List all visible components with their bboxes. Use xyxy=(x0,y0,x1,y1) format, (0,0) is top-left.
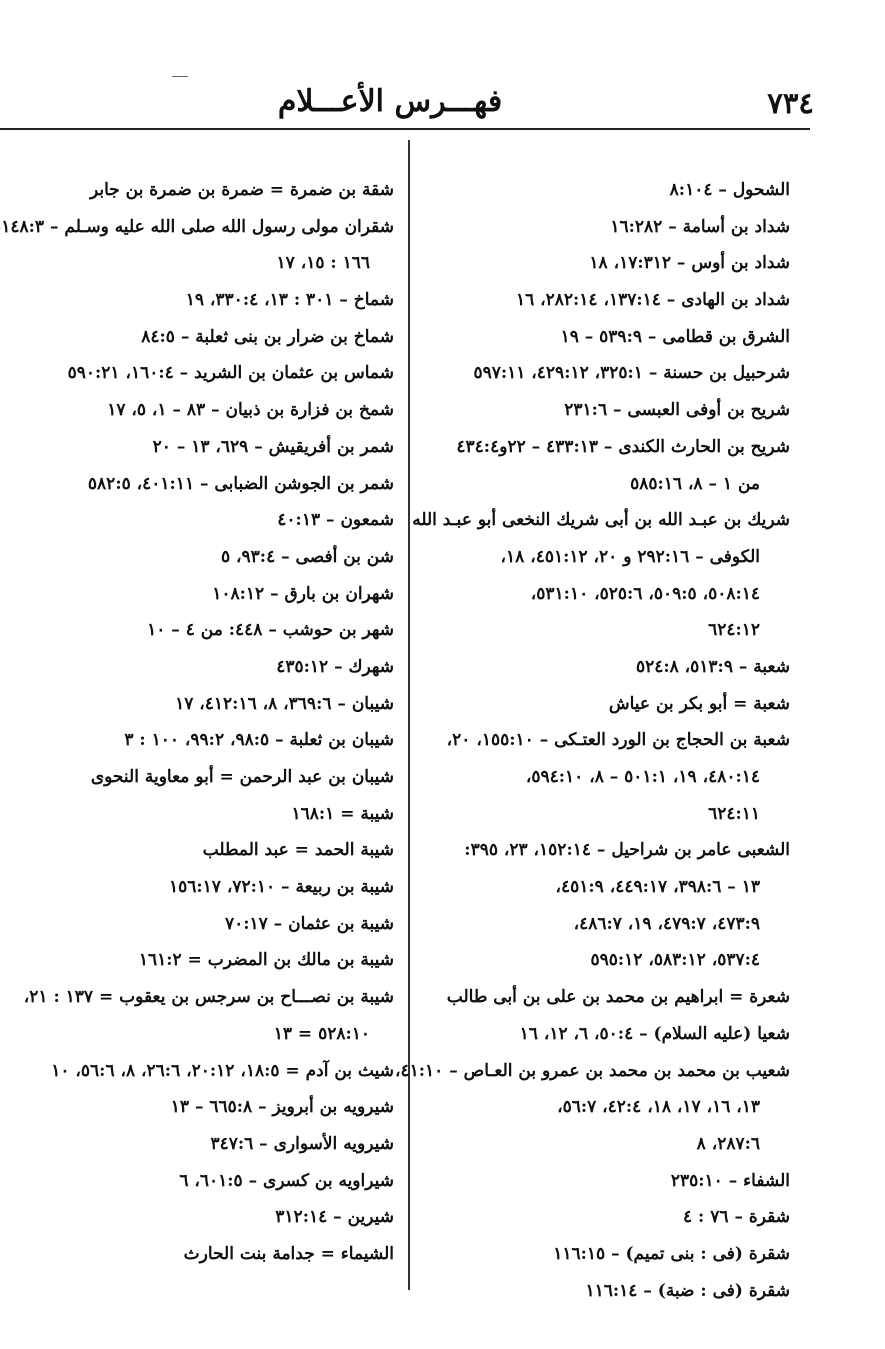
index-entry: من ١ – ٨، ٥٨٥:١٦ xyxy=(630,473,760,494)
index-entry: شيبة بن نصـــاح بن سرجس بن يعقوب = ١٣٧ : ٢١، xyxy=(23,987,394,1008)
index-entry: شماخ بن ضرار بن بنى ثعلبة – ٨٤:٥ xyxy=(141,326,394,347)
header-rule xyxy=(0,128,810,130)
index-entry: شهرك – ٤٣٥:١٢ xyxy=(276,656,394,677)
index-entry: ٦٢٤:١١ xyxy=(708,803,760,824)
index-entry: شمر بن الجوشن الضبابى – ٤٠١:١١، ٥٨٢:٥ xyxy=(87,473,394,494)
index-entry: شداد بن أسامة – ١٦:٢٨٢ xyxy=(610,216,790,237)
index-entry: شقرة – ٧٦ : ٤ xyxy=(683,1207,790,1228)
index-entry: شهر بن حوشب – ٤٤٨: من ٤ – ١٠ xyxy=(147,620,394,641)
left-column xyxy=(0,172,394,1273)
index-entry: شريك بن عبـد الله بن أبى شريك النخعى أبو عبـد الله xyxy=(412,510,790,531)
index-entry: شيبان بن ثعلبة – ٩٨:٥، ٩٩:٢، ١٠٠ : ٣ xyxy=(124,730,394,751)
index-entry: شريح بن أوفى العبسى – ٢٣١:٦ xyxy=(564,400,790,421)
index-entry: شماس بن عثمان بن الشريد – ١٦٠:٤، ٥٩٠:٢١ xyxy=(67,363,394,384)
index-entry: شيبة الحمد = عبد المطلب xyxy=(202,840,394,861)
index-entry: ٢٨٧:٦، ٨ xyxy=(696,1133,760,1154)
index-entry: الشيماء = جدامة بنت الحارث xyxy=(183,1243,394,1264)
index-entry: الشحول – ٨:١٠٤ xyxy=(669,180,790,200)
index-entry: شيبة = ١٦٨:١ xyxy=(291,803,394,824)
page-number: ٧٣٤ xyxy=(767,86,814,120)
index-entry: شمر بن أفريقيش – ٦٢٩، ١٣ – ٢٠ xyxy=(152,436,394,457)
index-entry: ٥٠٨:١٤، ٥٠٩:٥، ٥٢٥:٦، ٥٣١:١٠، xyxy=(530,583,760,604)
index-entry: شقة بن ضمرة = ضمرة بن ضمرة بن جابر xyxy=(89,180,394,200)
index-entry: شيبان بن عبد الرحمن = أبو معاوية النحوى xyxy=(90,767,394,787)
index-entry: شن بن أفصى – ٩٣:٤، ٥ xyxy=(220,546,394,567)
index-entry: شداد بن الهادى – ١٣٧:١٤، ٢٨٢:١٤، ١٦ xyxy=(515,290,790,311)
stray-mark xyxy=(172,76,188,77)
index-entry: ٤٧٣:٩، ٤٧٩:٧، ١٩، ٤٨٦:٧، xyxy=(573,913,760,934)
index-entry: شعبة بن الحجاج بن الورد العتـكى – ١٥٥:١٠، ٢٠، xyxy=(446,730,790,751)
index-entry: شهران بن بارق – ١٠٨:١٢ xyxy=(212,583,394,604)
index-entry: شيرويه الأسوارى – ٣٤٧:٦ xyxy=(210,1133,394,1154)
index-entry: ٥٣٧:٤، ٥٨٣:١٢، ٥٩٥:١٢ xyxy=(590,950,760,971)
index-entry: ٦٢٤:١٢ xyxy=(708,620,760,641)
index-entry: شقران مولى رسول الله صلى الله عليه وسـلم – ١٤٨:٣ xyxy=(1,216,394,237)
column-divider xyxy=(408,140,410,1290)
index-entry: شمخ بن فزارة بن ذبيان – ٨٣ – ١، ٥، ١٧ xyxy=(107,400,394,421)
index-entry: شيبان – ٣٦٩:٦، ٨، ٤١٢:١٦، ١٧ xyxy=(175,693,394,714)
index-entry: شرحبيل بن حسنة – ٣٢٥:١، ٤٢٩:١٢، ٥٩٧:١١ xyxy=(473,363,790,384)
index-entry: شقرة (فى : ضبة) – ١١٦:١٤ xyxy=(585,1280,790,1301)
index-entry: ١٣، ١٦، ١٧، ١٨، ٤٢:٤، ٥٦:٧، xyxy=(557,1097,760,1118)
index-entry: ٥٢٨:١٠ = ١٣ xyxy=(273,1023,370,1044)
index-entry: شداد بن أوس – ١٧:٣١٢، ١٨ xyxy=(589,253,790,274)
index-entry: شقرة (فى : بنى تميم) – ١١٦:١٥ xyxy=(553,1243,790,1264)
index-entry: الكوفى – ٢٩٢:١٦ و ٢٠، ٤٥١:١٢، ١٨، xyxy=(500,546,760,567)
index-entry: شيث بن آدم = ١٨:٥، ٢٠:١٢، ٢٦:٦، ٨، ٥٦:٦، ١٠ xyxy=(51,1060,394,1081)
right-column xyxy=(395,172,790,1309)
index-entry: شمعون – ٤٠:١٣ xyxy=(277,510,394,531)
index-entry: ١٦٦ : ١٥، ١٧ xyxy=(276,253,370,274)
index-entry: شيبة بن ربيعة – ٧٢:١٠، ١٥٦:١٧ xyxy=(168,877,394,898)
index-entry: شريح بن الحارث الكندى – ٤٣٣:١٣ – ٢٢و٤٣٤:٤ xyxy=(456,436,790,457)
index-entry: الشعبى عامر بن شراحيل – ١٥٢:١٤، ٢٣، ٣٩٥: xyxy=(464,840,790,861)
index-entry: ١٣ – ٣٩٨:٦، ٤٤٩:١٧، ٤٥١:٩، xyxy=(555,877,760,898)
index-entry: شماخ – ٣٠١ : ١٣، ٣٣٠:٤، ١٩ xyxy=(185,290,394,311)
index-entry: شعبة = أبو بكر بن عياش xyxy=(608,693,790,714)
index-entry: الشفاء – ٢٣٥:١٠ xyxy=(670,1170,790,1191)
index-entry: شعيا (عليه السلام) – ٥٠:٤، ٦، ١٢، ١٦ xyxy=(519,1023,790,1044)
page-title: فهـــرس الأعـــلام xyxy=(277,84,503,119)
index-entry: شيبة بن مالك بن المضرب = ١٦١:٢ xyxy=(138,950,394,971)
index-entry: الشرق بن قطامى – ٥٣٩:٩ – ١٩ xyxy=(560,326,790,347)
index-entry: شعبة – ٥١٣:٩، ٥٢٤:٨ xyxy=(635,656,790,677)
index-entry: شيرويه بن أبرويز – ٦٦٥:٨ – ١٣ xyxy=(170,1097,394,1118)
index-entry: شعيب بن محمد بن محمد بن عمرو بن العـاص – ٤١:١٠، xyxy=(395,1060,790,1081)
index-entry: شيبة بن عثمان – ٧٠:١٧ xyxy=(224,913,394,934)
index-entry: شيرين – ٣١٢:١٤ xyxy=(275,1207,394,1228)
index-entry: شيراويه بن كسرى – ٦٠١:٥، ٦ xyxy=(179,1170,394,1191)
index-entry: شعرة = ابراهيم بن محمد بن على بن أبى طالب xyxy=(446,987,790,1008)
index-entry: ٤٨٠:١٤، ١٩، ٥٠١:١ – ٨، ٥٩٤:١٠، xyxy=(525,767,760,787)
